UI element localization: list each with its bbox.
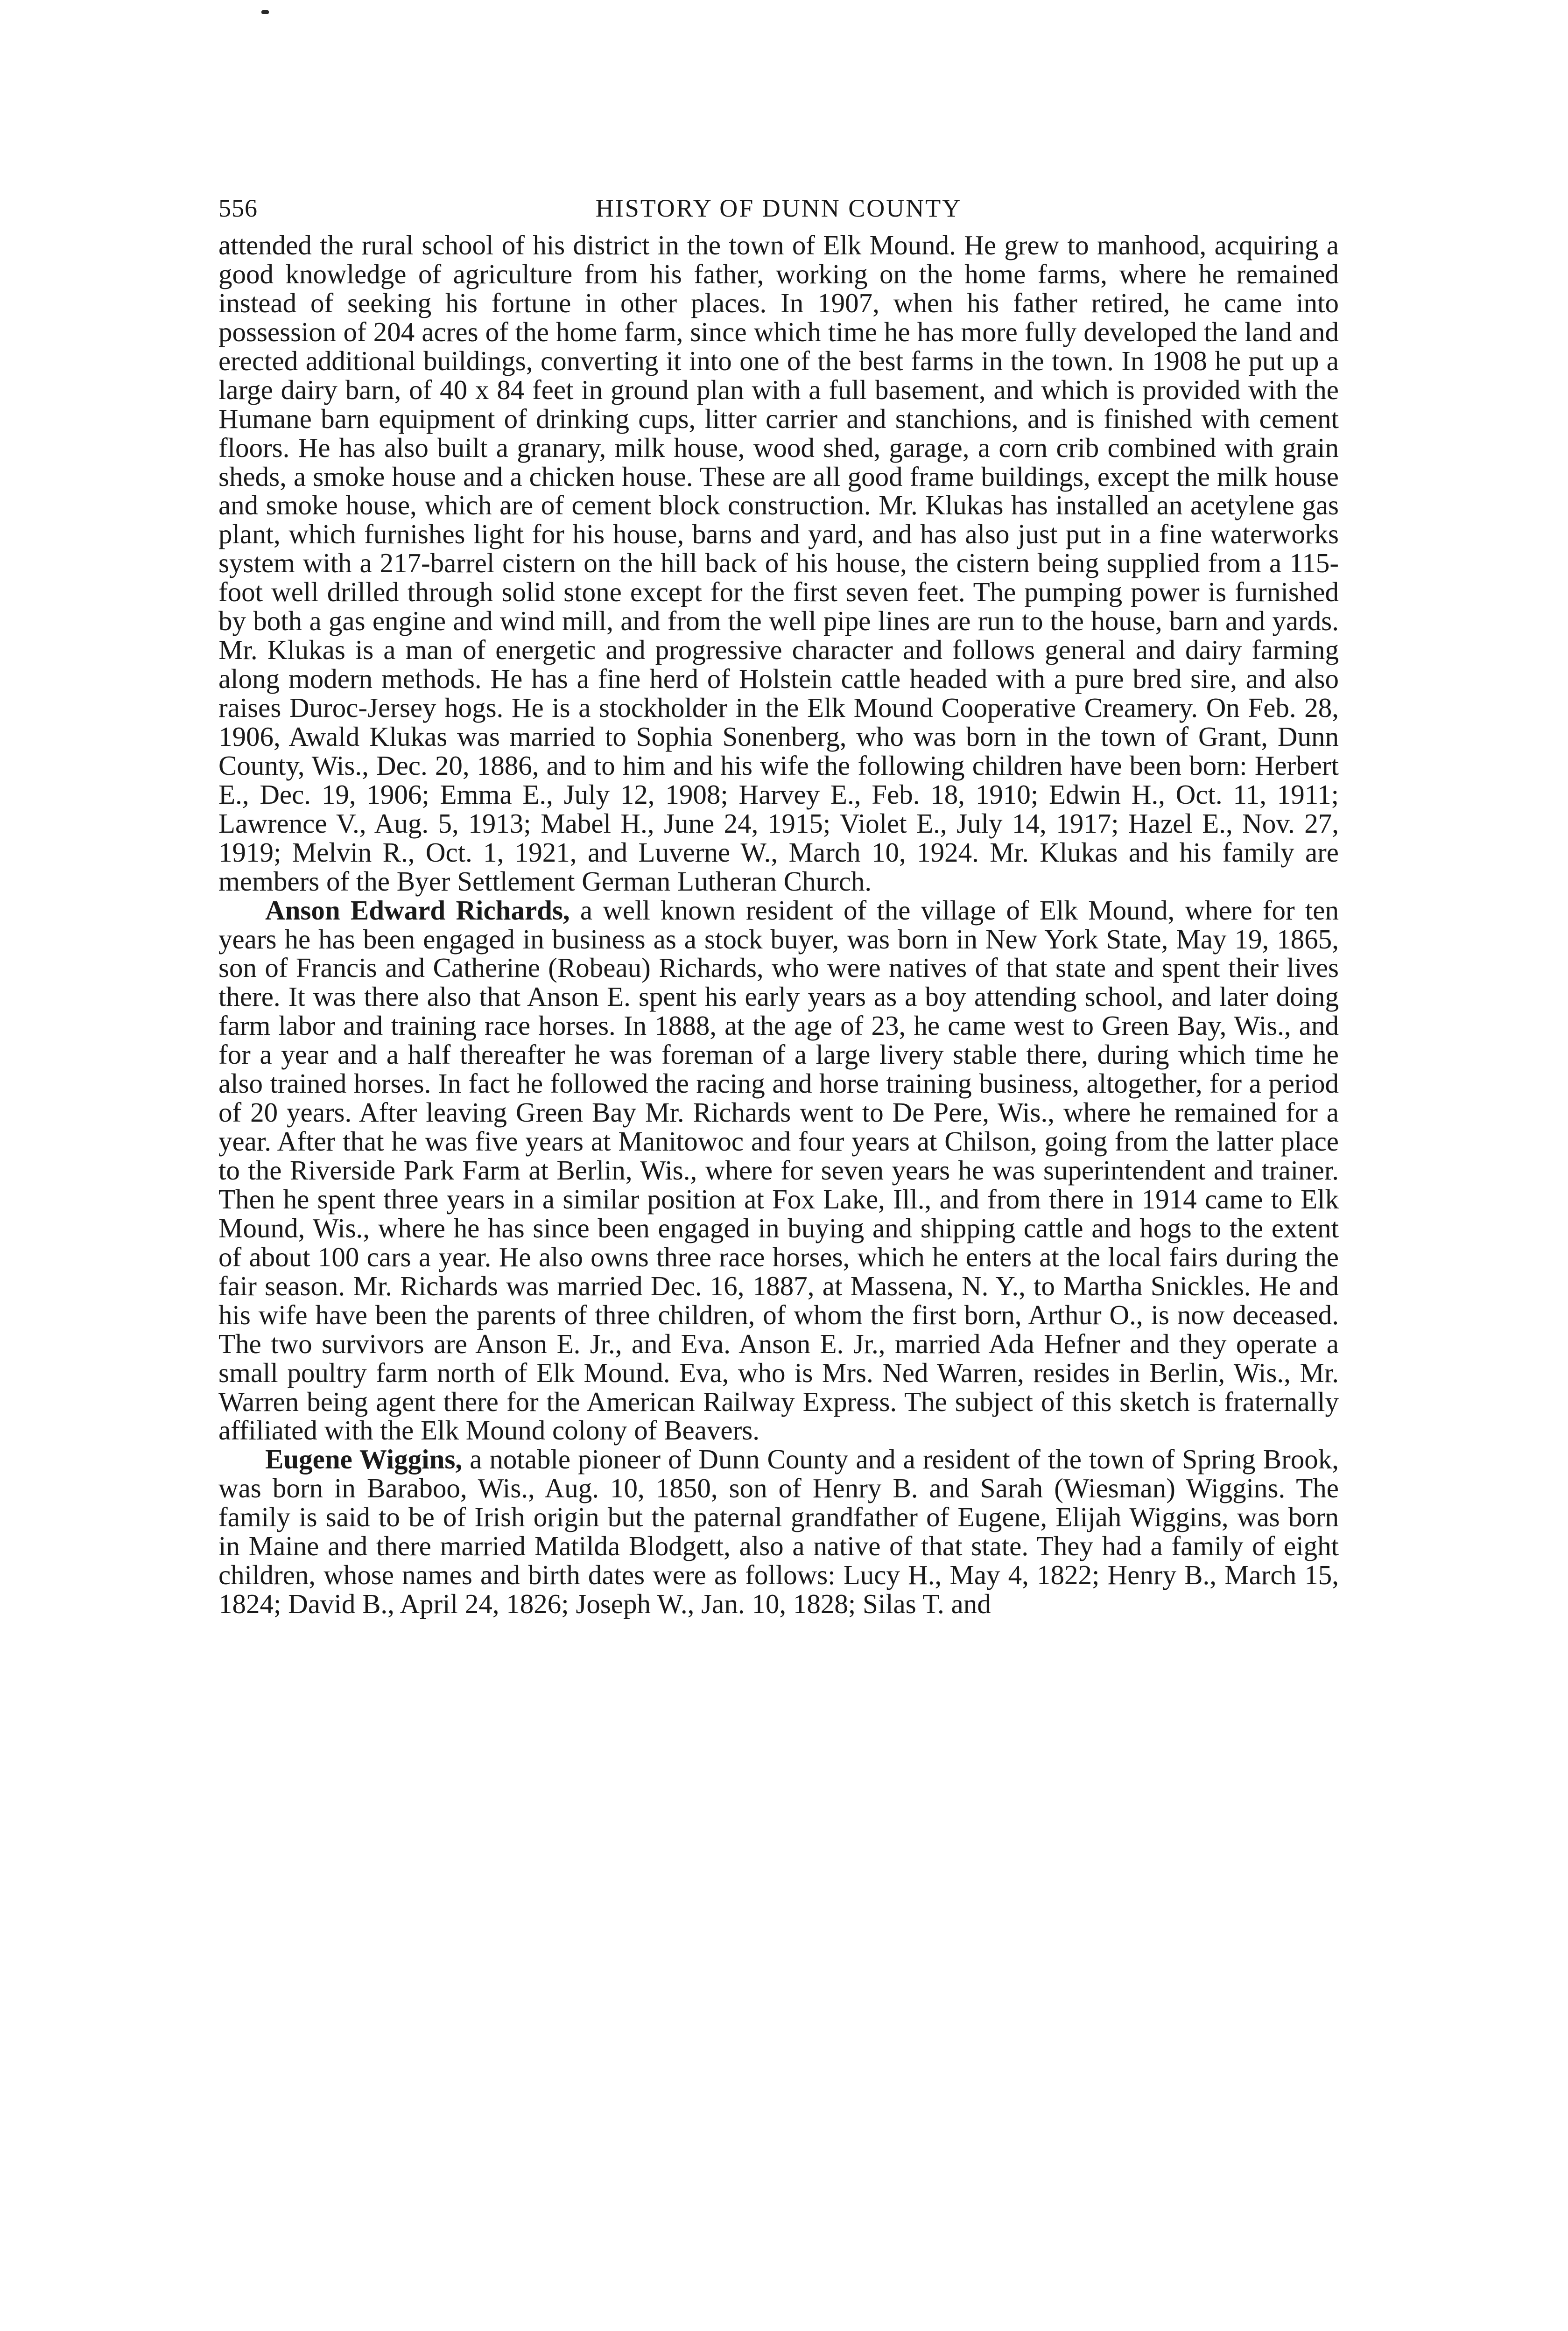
paragraph-klukas-continued [218,231,1339,896]
paragraph-text: a notable pioneer of Dunn County and a resident of the town of Spring Brook, was born in Baraboo, Wis., Aug. 10, 1850, son of Henry B. and Sarah (Wiesman) Wiggins. The family is said to be of Irish origin but the paternal grandfather of Eugene, Elijah Wiggins, was born in Maine and there married Matilda Blodgett, also a native of that state. They had a family of eight children, whose names and birth dates were as follows: Lucy H., May 4, 1822; Henry B., March 15, 1824; David B., April 24, 1826; Joseph W., Jan. 10, 1828; Silas T. and [218,1444,1339,1620]
paragraph-eugene-wiggins [218,1445,1339,1619]
body-text [218,231,1339,1619]
paragraph-text: attended the rural school of his district in the town of Elk Mound. He grew to manhood, acquiring a good knowledge of agriculture from his father, working on the home farms, where he remained instead of seeking his fortune in other places. In 1907, when his father retired, he came into possession of 204 acres of the home farm, since which time he has more fully developed the land and erected additional buildings, converting it into one of the best farms in the town. In 1908 he put up a large dairy barn, of 40 x 84 feet in ground plan with a full basement, and which is provided with the Humane barn equipment of drinking cups, litter carrier and stanchions, and is finished with cement floors. He has also built a granary, milk house, wood shed, garage, a corn crib combined with grain sheds, a smoke house and a chicken house. These are all good frame buildings, except the milk house and smoke house, which are of cement block construction. Mr. Klukas has installed an acetylene gas plant, which furnishes light for his house, barns and yard, and has also just put in a fine waterworks system with a 217-barrel cistern on the hill back of his house, the cistern being supplied from a 115-foot well drilled through solid stone except for the first seven feet. The pumping power is furnished by both a gas engine and wind mill, and from the well pipe lines are run to the house, barn and yards. Mr. Klukas is a man of energetic and progressive character and follows general and dairy farming along modern methods. He has a fine herd of Holstein cattle headed with a pure bred sire, and also raises Duroc-Jersey hogs. He is a stockholder in the Elk Mound Cooperative Creamery. On Feb. 28, 1906, Awald Klukas was married to Sophia Sonenberg, who was born in the town of Grant, Dunn County, Wis., Dec. 20, 1886, and to him and his wife the following children have been born: Herbert E., Dec. 19, 1906; Emma E., July 12, 1908; Harvey E., Feb. 18, 1910; Edwin H., Oct. 11, 1911; Lawrence V., Aug. 5, 1913; Mabel H., June 24, 1915; Violet E., July 14, 1917; Hazel E., Nov. 27, 1919; Melvin R., Oct. 1, 1921, and Luverne W., March 10, 1924. Mr. Klukas and his family are members of the Byer Settlement German Lutheran Church. [218,230,1339,897]
page-header [218,194,1339,231]
paragraph-lead: Anson Edward Richards, [265,894,570,926]
paragraph-lead: Eugene Wiggins, [265,1444,463,1475]
running-head: HISTORY OF DUNN COUNTY [595,194,962,222]
book-page [218,194,1339,1619]
scan-speck [261,10,269,14]
page-number: 556 [218,194,258,222]
paragraph-text: a well known resident of the village of Elk Mound, where for ten years he has been engaged in business as a stock buyer, was born in New York State, May 19, 1865, son of Francis and Catherine (Robeau) Richards, who were natives of that state and spent their lives there. It was there also that Anson E. spent his early years as a boy attending school, and later doing farm labor and training race horses. In 1888, at the age of 23, he came west to Green Bay, Wis., and for a year and a half thereafter he was foreman of a large livery stable there, during which time he also trained horses. In fact he followed the racing and horse training business, altogether, for a period of 20 years. After leaving Green Bay Mr. Richards went to De Pere, Wis., where he remained for a year. After that he was five years at Manitowoc and four years at Chilson, going from the latter place to the Riverside Park Farm at Berlin, Wis., where for seven years he was superintendent and trainer. Then he spent three years in a similar position at Fox Lake, Ill., and from there in 1914 came to Elk Mound, Wis., where he has since been engaged in buying and shipping cattle and hogs to the extent of about 100 cars a year. He also owns three race horses, which he enters at the local fairs during the fair season. Mr. Richards was married Dec. 16, 1887, at Massena, N. Y., to Martha Snickles. He and his wife have been the parents of three children, of whom the first born, Arthur O., is now deceased. The two survivors are Anson E. Jr., and Eva. Anson E. Jr., married Ada Hefner and they operate a small poultry farm north of Elk Mound. Eva, who is Mrs. Ned Warren, resides in Berlin, Wis., Mr. Warren being agent there for the American Railway Express. The subject of this sketch is fraternally affiliated with the Elk Mound colony of Beavers. [218,894,1339,1446]
paragraph-anson-richards [218,896,1339,1446]
